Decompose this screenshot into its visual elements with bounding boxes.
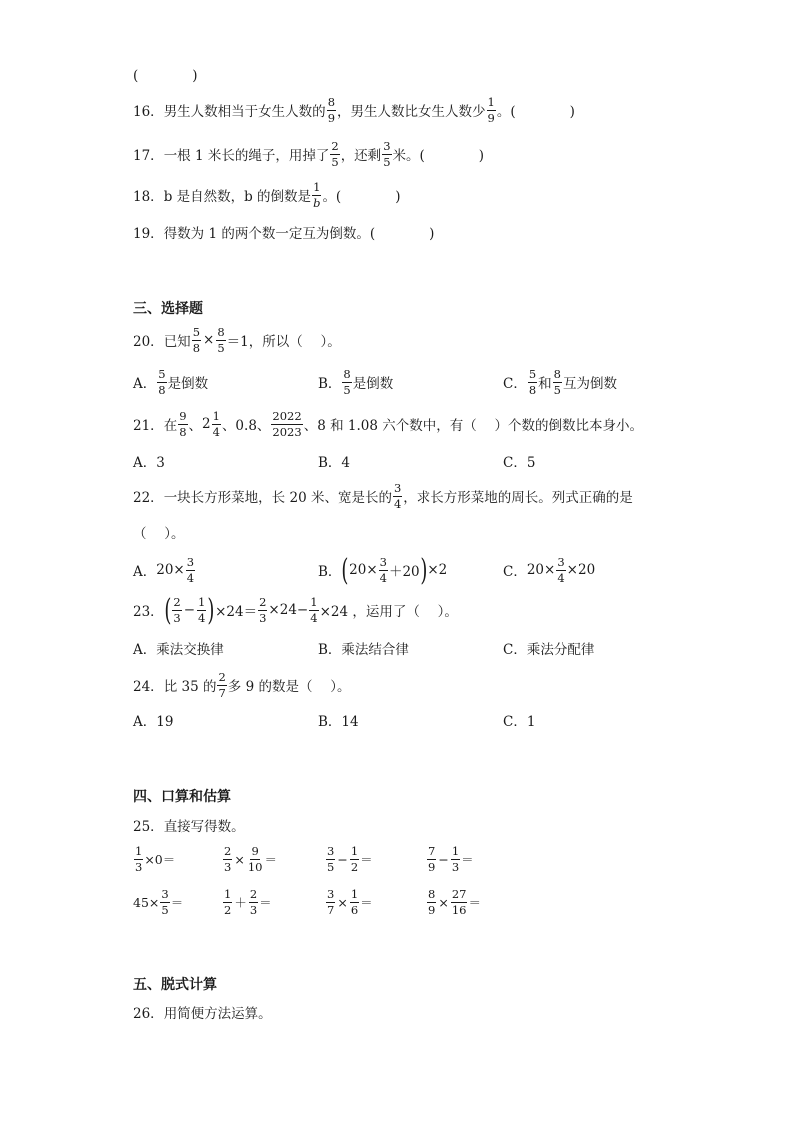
numerator: 1 <box>224 887 232 902</box>
denominator: 9 <box>327 110 336 125</box>
numerator: 8 <box>327 95 336 110</box>
right-paren: ) <box>420 552 428 588</box>
numerator: 1 <box>350 844 359 859</box>
fraction <box>350 888 359 915</box>
q15-answer-blank: ( ) <box>133 68 198 84</box>
question-text: ，男生人数比女生人数少 <box>337 104 486 120</box>
denominator: 7 <box>327 902 335 917</box>
fraction <box>216 326 225 353</box>
denominator: 4 <box>557 570 565 585</box>
denominator: 5 <box>383 154 391 169</box>
numerator: 1 <box>310 595 318 610</box>
answer-blank: （ ）。 <box>133 526 185 542</box>
option-text: ×20 <box>566 562 596 578</box>
numerator: 8 <box>553 367 561 382</box>
expression-text: ＝ <box>461 852 474 867</box>
question-24 <box>133 667 351 703</box>
q24-option-b[interactable] <box>318 702 359 738</box>
numerator: 1 <box>487 95 495 110</box>
operator: − <box>337 851 348 867</box>
fraction <box>212 410 221 437</box>
calc-item <box>133 841 175 877</box>
question-number: 18． <box>133 189 164 205</box>
denominator: 3 <box>259 610 267 625</box>
question-text: 一根 1 米长的绳子，用掉了 <box>163 148 330 164</box>
fraction <box>330 140 339 167</box>
question-26 <box>133 994 272 1030</box>
numerator: 1 <box>198 595 206 610</box>
numerator: 1 <box>451 844 460 859</box>
denominator: 8 <box>528 382 537 397</box>
denominator: 2 <box>350 859 359 874</box>
question-text: 直接写得数。 <box>163 819 245 835</box>
question-text: 得数为 1 的两个数一定互为倒数。( ) <box>163 226 435 242</box>
denominator: 8 <box>179 424 187 439</box>
question-number: 23． <box>133 604 164 620</box>
section-heading-calculation: 五、脱式计算 <box>133 977 217 993</box>
fraction <box>350 845 359 872</box>
fraction <box>223 888 232 915</box>
option-text: C．5 <box>503 455 536 471</box>
question-number: 20． <box>133 334 164 350</box>
question-number: 22． <box>133 490 164 506</box>
numerator: 7 <box>428 844 436 859</box>
fraction <box>217 671 226 698</box>
option-text: A．3 <box>133 455 165 471</box>
denominator: 7 <box>218 685 226 700</box>
question-number: 19． <box>133 226 164 242</box>
question-number: 25． <box>133 819 164 835</box>
operator: − <box>438 851 449 867</box>
option-label: A． <box>133 376 157 392</box>
fraction <box>134 845 143 872</box>
numerator: 8 <box>428 887 436 902</box>
q23-option-b[interactable] <box>318 630 409 666</box>
denominator: 8 <box>158 382 166 397</box>
denominator: 8 <box>192 340 201 355</box>
numerator: 3 <box>557 555 565 570</box>
operator: × <box>234 851 245 867</box>
question-number: 17． <box>133 148 164 164</box>
question-22 <box>133 478 633 514</box>
minus-sign: − <box>183 602 196 618</box>
numerator: 5 <box>158 367 166 382</box>
expression-text: ＝ <box>170 895 184 910</box>
fraction <box>258 596 267 623</box>
fraction <box>451 845 460 872</box>
expression-text: ×24＝ <box>215 604 258 620</box>
expression-text: ×0＝ <box>144 852 176 867</box>
numerator: 27 <box>451 887 467 902</box>
expression-text: ＝ <box>360 895 373 910</box>
option-text: 20× <box>156 562 185 578</box>
fraction <box>186 556 195 583</box>
question-17 <box>133 136 484 172</box>
right-paren: ) <box>207 592 215 628</box>
option-text: ×2 <box>427 562 448 578</box>
q24-option-c[interactable] <box>503 702 535 738</box>
question-text: ×24 ，运用了（ ）。 <box>319 604 458 620</box>
numerator: 3 <box>161 887 169 902</box>
fraction <box>247 845 264 872</box>
question-text: 比 35 的 <box>163 679 217 695</box>
expression-text: ＝ <box>259 895 272 910</box>
option-text: B．4 <box>318 455 351 471</box>
fraction <box>528 368 537 395</box>
question-text: ，还剩 <box>340 148 382 164</box>
expression-text: ＝ <box>360 852 373 867</box>
expression-text: ×24− <box>268 602 309 618</box>
numerator: 3 <box>379 555 387 570</box>
operator: ＋ <box>234 895 247 910</box>
times-sign: × <box>203 332 215 348</box>
option-label: B． <box>318 564 342 580</box>
fraction <box>427 845 436 872</box>
q21-option-a[interactable] <box>133 443 165 479</box>
denominator: 5 <box>161 902 169 917</box>
fraction <box>327 96 336 123</box>
question-23 <box>133 592 458 628</box>
numerator: 3 <box>186 555 195 570</box>
numerator: 9 <box>251 844 259 859</box>
option-text: 互为倒数 <box>563 376 617 392</box>
fraction <box>379 556 388 583</box>
calc-item <box>222 841 277 877</box>
question-25 <box>133 807 245 843</box>
question-text: 多 9 的数是（ ）。 <box>227 679 351 695</box>
numerator: 3 <box>327 887 335 902</box>
q23-option-a[interactable] <box>133 630 224 666</box>
left-paren: ( <box>164 592 172 628</box>
numerator: 8 <box>217 325 225 340</box>
denominator: 4 <box>379 570 387 585</box>
denominator: 5 <box>553 382 561 397</box>
mixed-whole: 2 <box>202 416 211 432</box>
fraction <box>487 96 496 123</box>
denominator: 9 <box>487 110 495 125</box>
separator: 、 <box>188 418 203 434</box>
denominator: 3 <box>249 902 258 917</box>
fraction <box>249 888 258 915</box>
q20-option-b[interactable] <box>318 364 393 400</box>
question-text: 用简便方法运算。 <box>163 1006 272 1022</box>
expression-text: ＝ <box>468 895 481 910</box>
question-text: 男生人数相当于女生人数的 <box>163 104 326 120</box>
option-text: C．1 <box>503 714 536 730</box>
question-number: 26． <box>133 1006 164 1022</box>
question-text: 在 <box>163 418 178 434</box>
q21-option-b[interactable] <box>318 443 350 479</box>
numerator: 2 <box>259 595 267 610</box>
question-text: 已知 <box>163 334 191 350</box>
numerator: 9 <box>179 409 187 424</box>
question-text: b 是自然数，b 的倒数是 <box>163 189 312 205</box>
numerator: 2 <box>224 844 232 859</box>
option-label: A． <box>133 564 157 580</box>
answer-blank: 。( ) <box>496 104 575 120</box>
question-22-line2 <box>133 514 185 550</box>
denominator: 4 <box>186 570 195 585</box>
fraction <box>223 845 232 872</box>
fraction <box>309 596 318 623</box>
fraction <box>172 596 181 623</box>
fraction <box>178 410 187 437</box>
calc-item <box>325 884 373 920</box>
fraction <box>157 368 166 395</box>
numerator: 5 <box>192 325 201 340</box>
calc-item <box>222 884 272 920</box>
question-text: 、8 和 1.08 六个数中，有（ ）个数的倒数比本身小。 <box>303 418 644 434</box>
q22-option-c[interactable] <box>503 552 595 588</box>
option-label: C． <box>503 376 527 392</box>
option-text: 是倒数 <box>352 376 394 392</box>
denominator: 9 <box>428 902 436 917</box>
denominator: 6 <box>350 902 359 917</box>
q21-option-c[interactable] <box>503 443 535 479</box>
numerator: 3 <box>383 139 391 154</box>
option-text: A．19 <box>133 714 174 730</box>
question-text: ＝1，所以（ ）。 <box>226 334 341 350</box>
option-label: B． <box>318 376 342 392</box>
answer-blank: 米。( ) <box>392 148 485 164</box>
numerator: 2 <box>249 887 258 902</box>
section-heading-mental-math: 四、口算和估算 <box>133 789 231 805</box>
question-number: 21． <box>133 418 164 434</box>
numerator: 1 <box>350 887 359 902</box>
fraction <box>326 888 335 915</box>
denominator: 4 <box>310 610 318 625</box>
numerator: 3 <box>327 844 335 859</box>
denominator: 3 <box>173 610 181 625</box>
fraction <box>427 888 436 915</box>
fraction <box>312 181 321 208</box>
numerator: 5 <box>528 367 537 382</box>
option-text: B．乘法结合律 <box>318 642 409 658</box>
section-heading-choice: 三、选择题 <box>133 301 203 317</box>
numerator: 2 <box>331 139 339 154</box>
fraction <box>342 368 351 395</box>
fraction <box>451 888 468 915</box>
numerator: 3 <box>393 481 402 496</box>
fraction <box>160 888 169 915</box>
calc-item <box>325 841 373 877</box>
question-20 <box>133 322 341 358</box>
question-number: 16． <box>133 104 164 120</box>
numerator: 1 <box>212 409 220 424</box>
q22-option-b[interactable] <box>318 552 447 588</box>
numerator: 8 <box>343 367 351 382</box>
fraction <box>553 368 562 395</box>
option-text: B．14 <box>318 714 359 730</box>
option-text: ＋20 <box>388 564 420 580</box>
question-number: 24． <box>133 679 164 695</box>
fraction <box>197 596 206 623</box>
option-text: 和 <box>538 376 552 392</box>
fraction <box>382 140 391 167</box>
denominator: 2023 <box>272 424 302 439</box>
denominator: 4 <box>212 424 220 439</box>
left-paren: ( <box>341 552 349 588</box>
option-text: C．乘法分配律 <box>503 642 595 658</box>
option-label: C． <box>503 564 527 580</box>
denominator: 3 <box>451 859 460 874</box>
calc-item <box>426 884 481 920</box>
numerator: 2 <box>218 670 226 685</box>
fraction <box>192 326 201 353</box>
denominator: 5 <box>343 382 351 397</box>
fraction <box>326 845 335 872</box>
q20-option-a[interactable] <box>133 364 208 400</box>
fraction <box>271 410 302 437</box>
question-text: ，求长方形菜地的周长。列式正确的是 <box>403 490 633 506</box>
expression-text: 45× <box>133 894 160 910</box>
expression-text: ＝ <box>264 852 277 867</box>
question-16 <box>133 92 575 128</box>
denominator: 3 <box>135 859 143 874</box>
numerator: 1 <box>313 180 321 195</box>
denominator: 4 <box>393 496 402 511</box>
question-18 <box>133 177 400 213</box>
q20-option-c[interactable] <box>503 364 617 400</box>
denominator: b <box>313 195 321 210</box>
denominator: 9 <box>428 859 436 874</box>
option-text: 是倒数 <box>167 376 209 392</box>
operator: × <box>438 894 449 910</box>
option-text: 20× <box>526 562 556 578</box>
option-text: A．乘法交换律 <box>133 642 224 658</box>
q24-option-a[interactable] <box>133 702 173 738</box>
answer-blank: 。( ) <box>322 189 401 205</box>
denominator: 2 <box>224 902 232 917</box>
separator: 、0.8、 <box>221 418 271 434</box>
numerator: 2022 <box>272 409 302 424</box>
numerator: 1 <box>135 844 143 859</box>
denominator: 5 <box>327 859 335 874</box>
denominator: 5 <box>331 154 339 169</box>
option-text: 20× <box>349 562 378 578</box>
q22-option-a[interactable] <box>133 552 196 588</box>
denominator: 16 <box>451 902 467 917</box>
fraction <box>556 556 565 583</box>
calc-item <box>133 884 183 920</box>
numerator: 2 <box>173 595 181 610</box>
denominator: 3 <box>224 859 232 874</box>
fraction <box>393 482 402 509</box>
question-text: 一块长方形菜地，长 20 米、宽是长的 <box>163 490 392 506</box>
denominator: 10 <box>247 859 263 874</box>
denominator: 4 <box>198 610 206 625</box>
calc-item <box>426 841 474 877</box>
denominator: 5 <box>217 340 225 355</box>
question-19 <box>133 214 434 250</box>
question-21 <box>133 406 643 442</box>
q23-option-c[interactable] <box>503 630 594 666</box>
operator: × <box>337 894 348 910</box>
